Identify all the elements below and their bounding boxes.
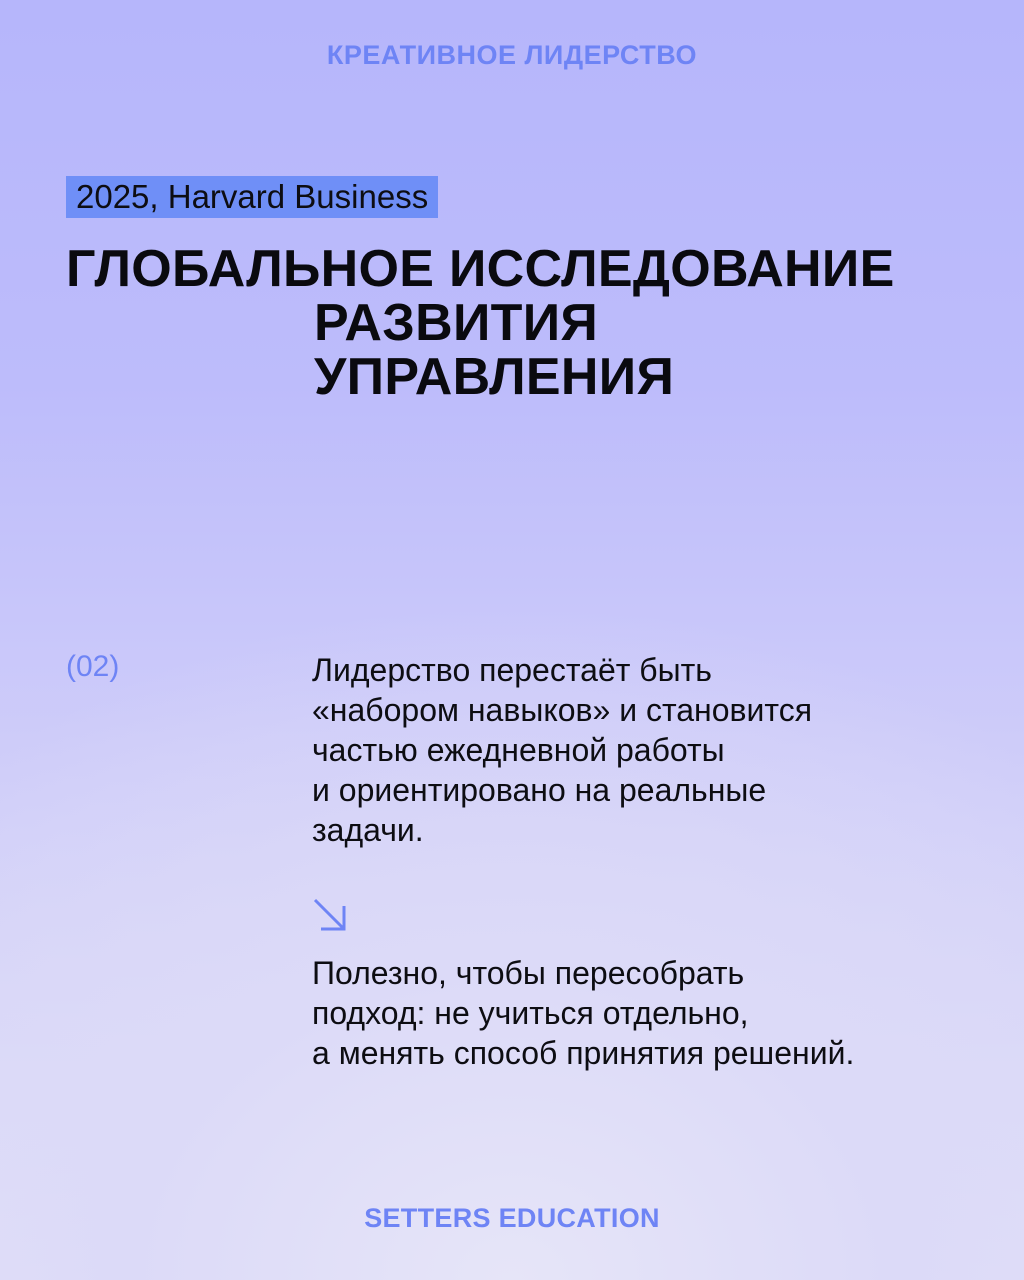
paragraph-main-line: задачи. [312,812,424,848]
title-line-1: ГЛОБАЛЬНОЕ ИССЛЕДОВАНИЕ [66,240,895,298]
paragraph-note-line: подход: не учиться отдельно, [312,995,749,1031]
paragraph-main-line: Лидерство перестаёт быть [312,652,712,688]
paragraph-main-line: «набором навыков» и становится [312,692,813,728]
top-label: КРЕАТИВНОЕ ЛИДЕРСТВО [326,40,698,70]
source-tag: 2025, Harvard Business [66,176,438,218]
paragraph-main-line: частью ежедневной работы [312,732,725,768]
paragraph-note-line: а менять способ принятия решений. [312,1035,855,1071]
title-line-3: УПРАВЛЕНИЯ [314,348,675,406]
page-title [66,242,1006,404]
arrow-down-right-icon [312,897,348,933]
paragraph-note-line: Полезно, чтобы пересобрать [312,955,745,991]
paragraph-main-line: и ориентировано на реальные [312,772,767,808]
footer-brand: SETTERS EDUCATION [364,1203,660,1233]
paragraph-main [312,650,992,850]
paragraph-note [312,953,992,1073]
title-line-2: РАЗВИТИЯ [314,294,599,352]
slide-counter: (02) [66,650,120,683]
